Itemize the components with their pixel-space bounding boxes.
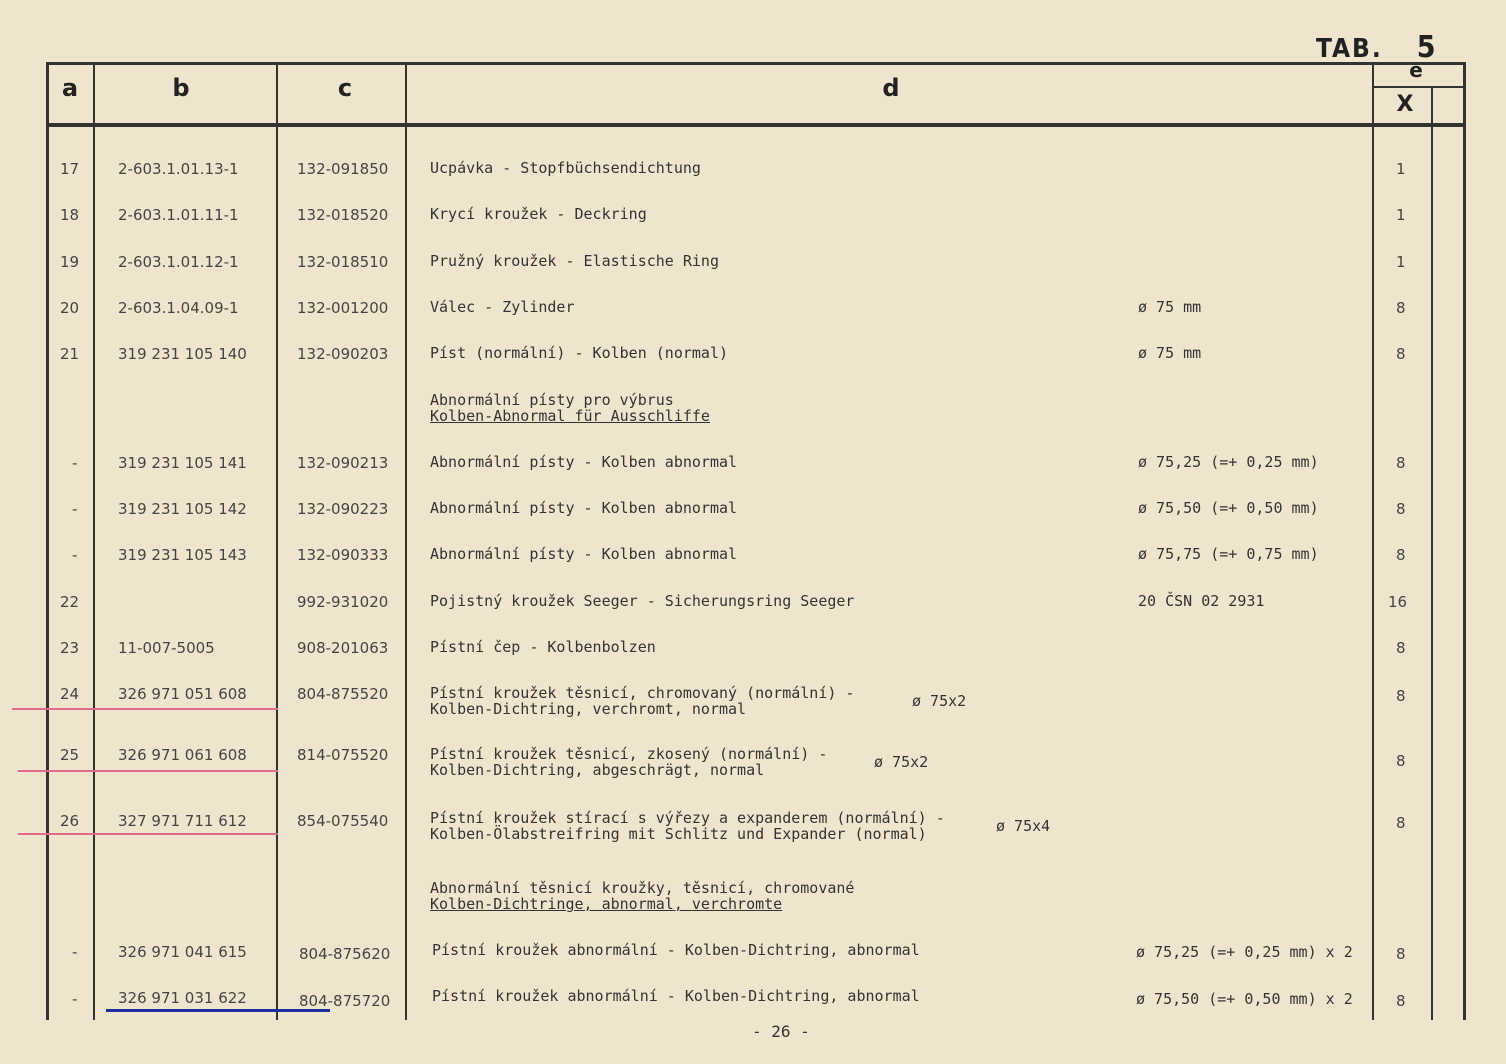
row-19-b: 2-603.1.01.12-1 [118, 253, 239, 271]
header-x: X [1396, 92, 1414, 117]
row-143-a: - [72, 546, 78, 564]
row-23-a: 23 [60, 639, 80, 657]
row-17-c: 132-091850 [297, 160, 389, 178]
row-23-b: 11-007-5005 [118, 639, 215, 657]
row-141-x: 8 [1396, 454, 1406, 472]
col-border-right [1463, 62, 1466, 1020]
row-20-dim: ø 75 mm [1138, 298, 1202, 316]
row-20-d: Válec - Zylinder [430, 298, 575, 316]
col-border-left [46, 62, 49, 1020]
row-143-dim: ø 75,75 (=+ 0,75 mm) [1138, 545, 1319, 563]
row-17-b: 2-603.1.01.13-1 [118, 160, 239, 178]
row-23-x: 8 [1396, 639, 1406, 657]
row-143-c: 132-090333 [297, 546, 389, 564]
row-25-d-line1: Pístní kroužek těsnicí, zkosený (normální) - [430, 745, 828, 763]
row-25-b: 326 971 061 608 [118, 746, 247, 764]
row-25-dim: ø 75x2 [874, 753, 929, 771]
row-141-a: - [72, 454, 78, 472]
row-25-c: 814-075520 [297, 746, 389, 764]
subheading-rings-de: Kolben-Dichtringe, abnormal, verchromte [430, 895, 783, 913]
row-20-c: 132-001200 [297, 299, 389, 317]
top-border [46, 62, 1466, 65]
row-622-b: 326 971 031 622 [118, 989, 247, 1007]
row-21-x: 8 [1396, 345, 1406, 363]
row-19-c: 132-018510 [297, 253, 389, 271]
col-border-a [93, 62, 95, 1020]
row-622-d: Pístní kroužek abnormální - Kolben-Dichtring, abnormal [432, 987, 920, 1005]
subheading-rings-cz: Abnormální těsnicí kroužky, těsnicí, chromované [430, 879, 855, 897]
row-22-a: 22 [60, 593, 80, 611]
col-border-b [276, 62, 278, 1020]
pink-underline-24 [12, 708, 278, 710]
row-24-c: 804-875520 [297, 685, 389, 703]
row-615-d: Pístní kroužek abnormální - Kolben-Dichtring, abnormal [432, 941, 920, 959]
row-26-dim: ø 75x4 [996, 817, 1051, 835]
header-d: d [882, 74, 900, 102]
row-17-d: Ucpávka - Stopfbüchsendichtung [430, 159, 701, 177]
row-18-b: 2-603.1.01.11-1 [118, 206, 239, 224]
row-24-b: 326 971 051 608 [118, 685, 247, 703]
row-21-c: 132-090203 [297, 345, 389, 363]
row-17-a: 17 [60, 160, 80, 178]
row-142-a: - [72, 500, 78, 518]
row-141-dim: ø 75,25 (=+ 0,25 mm) [1138, 453, 1319, 471]
row-143-x: 8 [1396, 546, 1406, 564]
row-21-dim: ø 75 mm [1138, 344, 1202, 362]
row-615-a: - [72, 943, 78, 961]
header-b: b [172, 74, 190, 102]
row-615-x: 8 [1396, 945, 1406, 963]
row-143-d: Abnormální písty - Kolben abnormal [430, 545, 738, 563]
row-141-d: Abnormální písty - Kolben abnormal [430, 453, 738, 471]
tab-label: TAB. [1316, 34, 1383, 64]
row-24-a: 24 [60, 685, 80, 703]
row-25-a: 25 [60, 746, 80, 764]
row-23-c: 908-201063 [297, 639, 389, 657]
pink-underline-25 [18, 770, 278, 772]
row-141-c: 132-090213 [297, 454, 389, 472]
subheading-pistons-de: Kolben-Abnormal für Ausschliffe [430, 407, 710, 425]
row-20-x: 8 [1396, 299, 1406, 317]
row-622-dim: ø 75,50 (=+ 0,50 mm) x 2 [1136, 990, 1353, 1008]
row-20-b: 2-603.1.04.09-1 [118, 299, 239, 317]
row-615-b: 326 971 041 615 [118, 943, 247, 961]
blue-underline-622 [106, 1009, 330, 1012]
header-divider [46, 123, 1466, 127]
row-615-dim: ø 75,25 (=+ 0,25 mm) x 2 [1136, 943, 1353, 961]
row-26-d-line1: Pístní kroužek stírací s výřezy a expanderem (normální) - [430, 809, 945, 827]
row-142-d: Abnormální písty - Kolben abnormal [430, 499, 738, 517]
col-border-d [1372, 62, 1374, 1020]
row-142-dim: ø 75,50 (=+ 0,50 mm) [1138, 499, 1319, 517]
row-24-d-line1: Pístní kroužek těsnicí, chromovaný (normální) - [430, 684, 855, 702]
row-22-c: 992-931020 [297, 593, 389, 611]
row-24-dim: ø 75x2 [912, 692, 967, 710]
row-26-a: 26 [60, 812, 80, 830]
header-e: e [1409, 58, 1423, 82]
e-subdivider [1372, 86, 1466, 88]
row-142-x: 8 [1396, 500, 1406, 518]
row-21-b: 319 231 105 140 [118, 345, 247, 363]
row-25-x: 8 [1396, 752, 1406, 770]
row-18-x: 1 [1396, 206, 1406, 224]
row-142-b: 319 231 105 142 [118, 500, 247, 518]
row-21-a: 21 [60, 345, 80, 363]
row-141-b: 319 231 105 141 [118, 454, 247, 472]
row-25-d-line2: Kolben-Dichtring, abgeschrägt, normal [430, 761, 765, 779]
header-c: c [337, 74, 353, 102]
col-border-x [1431, 86, 1433, 1020]
row-26-x: 8 [1396, 814, 1406, 832]
row-18-c: 132-018520 [297, 206, 389, 224]
row-24-d-line2: Kolben-Dichtring, verchromt, normal [430, 700, 747, 718]
row-26-c: 854-075540 [297, 812, 389, 830]
row-23-d: Pístní čep - Kolbenbolzen [430, 638, 656, 656]
row-22-d: Pojistný kroužek Seeger - Sicherungsring Seeger [430, 592, 855, 610]
col-border-c [405, 62, 407, 1020]
row-22-dim: 20 ČSN 02 2931 [1138, 592, 1265, 610]
row-26-d-line2: Kolben-Ölabstreifring mit Schlitz und Expander (normal) [430, 825, 927, 843]
row-24-x: 8 [1396, 687, 1406, 705]
pink-underline-26 [18, 833, 278, 835]
row-19-a: 19 [60, 253, 80, 271]
row-21-d: Píst (normální) - Kolben (normal) [430, 344, 729, 362]
row-615-c: 804-875620 [299, 945, 391, 963]
page-number: - 26 - [752, 1022, 810, 1041]
row-622-a: - [72, 990, 78, 1008]
row-26-b: 327 971 711 612 [118, 812, 247, 830]
tab-number: 5 [1416, 30, 1438, 65]
row-18-d: Krycí kroužek - Deckring [430, 205, 647, 223]
row-19-d: Pružný kroužek - Elastische Ring [430, 252, 719, 270]
row-142-c: 132-090223 [297, 500, 389, 518]
row-18-a: 18 [60, 206, 80, 224]
row-22-x: 16 [1388, 593, 1408, 611]
row-19-x: 1 [1396, 253, 1406, 271]
row-143-b: 319 231 105 143 [118, 546, 247, 564]
subheading-pistons-cz: Abnormální písty pro výbrus [430, 391, 674, 409]
header-a: a [61, 74, 79, 102]
row-622-c: 804-875720 [299, 992, 391, 1010]
row-622-x: 8 [1396, 992, 1406, 1010]
row-17-x: 1 [1396, 160, 1406, 178]
row-20-a: 20 [60, 299, 80, 317]
